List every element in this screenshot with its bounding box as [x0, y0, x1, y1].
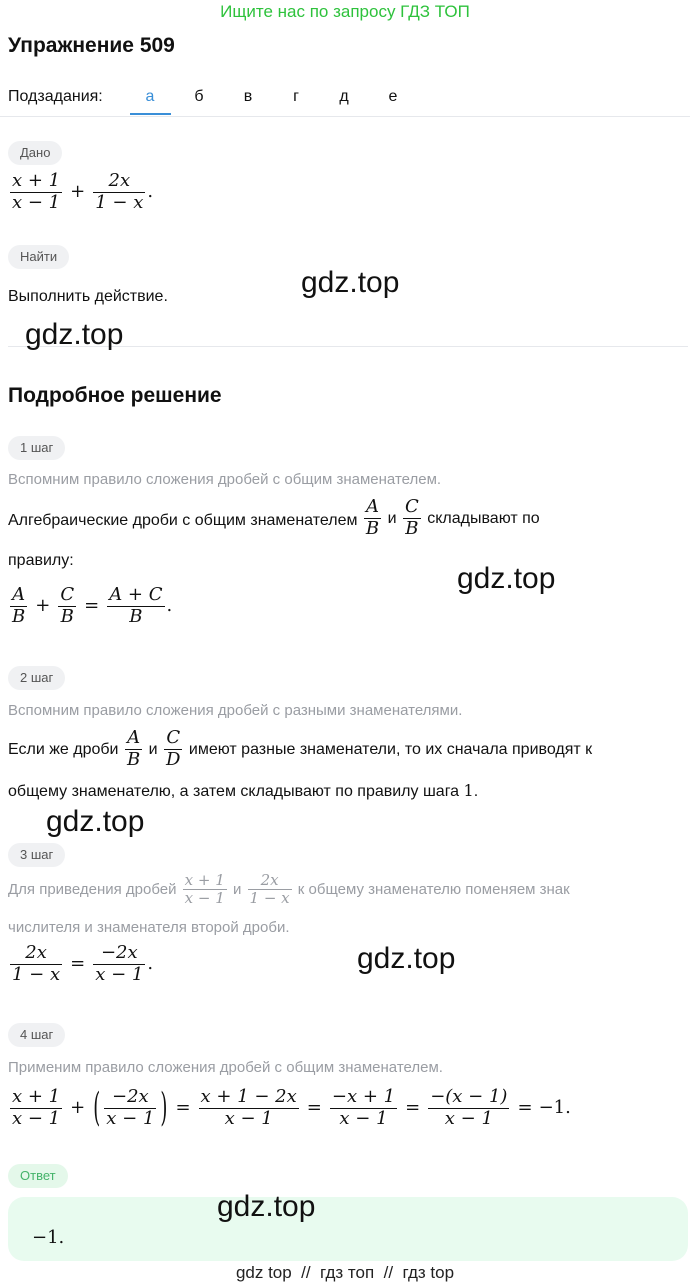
tab-b[interactable]: б: [194, 88, 204, 105]
step-1-chip: 1 шаг: [8, 436, 65, 460]
answer-value: −1.: [32, 1227, 65, 1248]
given-expression: $\frac{x + 1}{x - 1}$ + $\frac{2x}{1 - x}$ .: [12, 170, 154, 213]
tab-a[interactable]: а: [145, 88, 155, 105]
tabs-divider: [0, 116, 690, 117]
tab-g[interactable]: г: [293, 88, 299, 105]
given-fraction-1: $\frac{x + 1}{x - 1}$: [12, 170, 61, 213]
step-3-chip: 3 шаг: [8, 843, 65, 867]
step-1-text-line2: правилу:: [8, 552, 74, 569]
watermark: gdz.top: [301, 266, 400, 299]
step-1-text: Алгебраические дроби с общим знаменателем $\frac{A}{B}$ и $\frac{C}{B}$ складывают по: [8, 496, 540, 539]
solution-title: Подробное решение: [8, 384, 222, 407]
tab-e[interactable]: е: [388, 88, 398, 105]
step-4-formula: $\frac{x + 1}{x - 1}$ + ( $\frac{-2x}{x - 1}$ ) = $\frac{x + 1 - 2x}{x - 1}$ = $\frac{-x + 1}{x - 1}$ = $\frac{-(x - 1)}{x - 1}$ = −1.: [12, 1085, 571, 1132]
step-1-note: Вспомним правило сложения дробей с общим знаменателем.: [8, 471, 442, 488]
tab-d[interactable]: д: [339, 88, 349, 105]
find-chip: Найти: [8, 245, 69, 269]
watermark: gdz.top: [217, 1190, 316, 1223]
step-4-note: Применим правило сложения дробей с общим знаменателем.: [8, 1059, 443, 1076]
step-2-text-line2: общему знаменателю, а затем складывают по правилу шага 1.: [8, 781, 479, 800]
step-3-note: Для приведения дробей $\frac{x + 1}{x - 1}$ и $\frac{2x}{1 - x}$ к общему знаменателю поменяем знак: [8, 871, 570, 908]
step-2-chip: 2 шаг: [8, 666, 65, 690]
step-3-note-line2: числителя и знаменателя второй дроби.: [8, 919, 290, 936]
step-2-frac-a: $\frac{A}{B}$: [126, 727, 141, 770]
page-title: Упражнение 509: [8, 34, 175, 57]
search-banner: Ищите нас по запросу ГДЗ ТОП: [220, 2, 470, 21]
subtasks-label: Подзадания:: [8, 88, 103, 105]
step-1-frac-a: $\frac{A}{B}$: [365, 496, 380, 539]
footer-links: gdz top // гдз топ // гдз top: [235, 1263, 455, 1282]
tab-v[interactable]: в: [243, 88, 253, 105]
watermark: gdz.top: [457, 562, 556, 595]
step-2-note: Вспомним правило сложения дробей с разными знаменателями.: [8, 702, 463, 719]
step-2-text: Если же дроби $\frac{A}{B}$ и $\frac{C}{D}$ имеют разные знаменатели, то их сначала приводят к: [8, 727, 593, 770]
active-tab-indicator: [130, 113, 171, 115]
answer-chip: Ответ: [8, 1164, 68, 1188]
find-text: Выполнить действие.: [8, 288, 168, 305]
watermark: gdz.top: [46, 805, 145, 838]
watermark: gdz.top: [25, 318, 124, 351]
step-2-frac-c: $\frac{C}{D}$: [166, 727, 181, 770]
watermark: gdz.top: [357, 942, 456, 975]
answer-box: [8, 1197, 688, 1261]
step-1-frac-c: $\frac{C}{B}$: [405, 496, 419, 539]
step-1-formula: $\frac{A}{B}$ + $\frac{C}{B}$ = $\frac{A + C}{B}$ .: [12, 584, 173, 627]
given-fraction-2: $\frac{2x}{1 - x}$: [95, 170, 144, 213]
step-3-formula: $\frac{2x}{1 - x}$ = $\frac{-2x}{x - 1}$ .: [12, 942, 154, 985]
given-chip: Дано: [8, 141, 62, 165]
step-4-chip: 4 шаг: [8, 1023, 65, 1047]
